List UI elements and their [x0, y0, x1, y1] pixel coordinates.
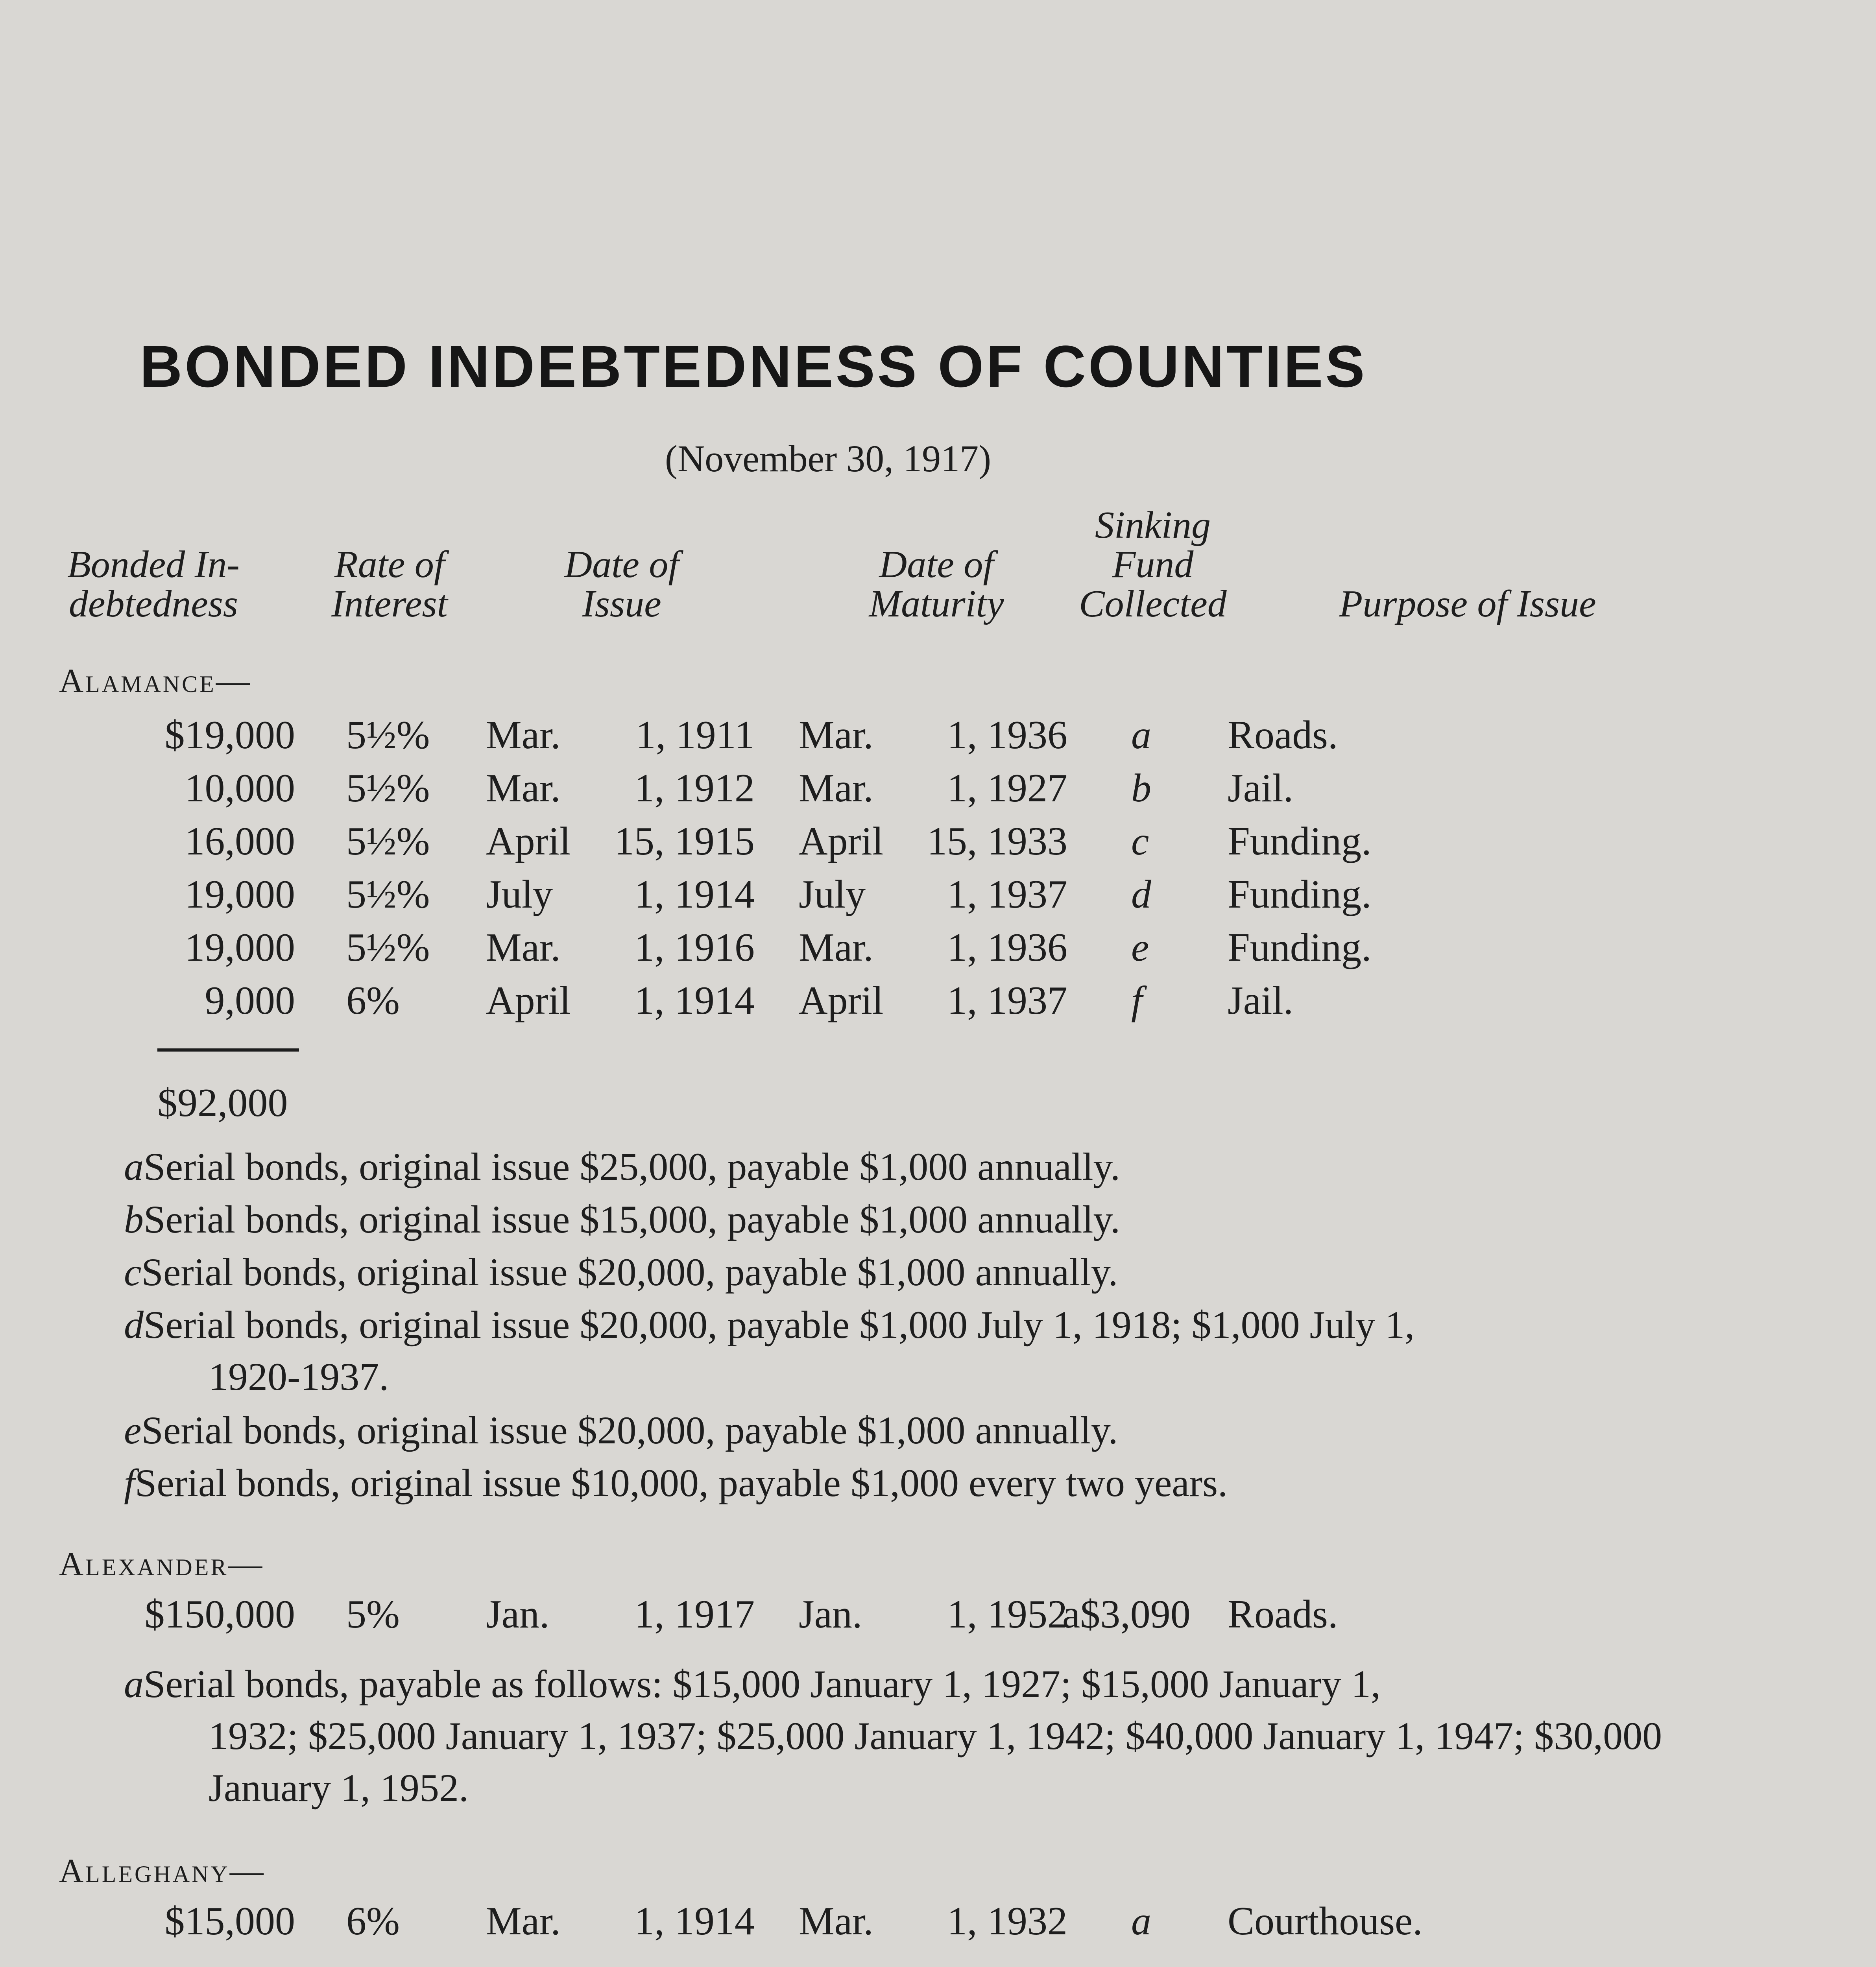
maturity-month: Mar.: [799, 766, 873, 810]
footnote: [124, 1963, 1710, 1967]
footnote-text: Serial bonds, original issue $10,000, payable $1,000 every two years.: [135, 1461, 1228, 1505]
purpose: Funding.: [1228, 872, 1372, 917]
issue-month: April: [486, 978, 571, 1023]
county-heading: Alleghany—: [59, 1852, 266, 1890]
header-maturity: Date of Maturity: [869, 543, 1004, 625]
interest-rate: 5½%: [346, 872, 430, 917]
footnote-continuation: 1920-1937.: [209, 1355, 389, 1399]
maturity-month: April: [799, 819, 884, 864]
maturity-month: Mar.: [799, 713, 873, 757]
bond-row: [0, 765, 1876, 816]
header-issue: Date of Issue: [564, 543, 679, 625]
purpose: Courthouse.: [1228, 1899, 1423, 1943]
header-amount: Bonded In- debtedness: [67, 543, 240, 625]
footnote-continuation: 1932; $25,000 January 1, 1937; $25,000 January 1, 1942; $40,000 January 1, 1947; $30,000 January 1, 1952.: [209, 1714, 1662, 1810]
sinking-fund-letter: b: [1131, 766, 1151, 810]
interest-rate: 5½%: [346, 766, 430, 810]
purpose: Jail.: [1228, 978, 1294, 1023]
sinking-fund-letter: e: [1131, 925, 1149, 970]
county-heading: Alexander—: [59, 1545, 264, 1583]
sinking-fund-letter: a: [1131, 1899, 1151, 1943]
footnote-letter: f: [124, 1461, 135, 1505]
county-heading: Alamance—: [59, 662, 252, 699]
footnote: [124, 1299, 1710, 1403]
issue-month: July: [486, 872, 553, 917]
footnote-text: Serial bonds, original issue $20,000, payable $1,000 annually.: [141, 1408, 1118, 1452]
maturity-day-year: 1, 1937: [947, 872, 1067, 917]
purpose: Funding.: [1228, 925, 1372, 970]
sinking-fund-letter: f: [1131, 978, 1143, 1023]
purpose: Roads.: [1228, 713, 1338, 757]
interest-rate: 5½%: [346, 713, 430, 757]
total-rule: [157, 1048, 299, 1052]
sinking-fund-letter: a: [1131, 713, 1151, 757]
interest-rate: 6%: [346, 978, 400, 1023]
bond-row: [0, 978, 1876, 1029]
bond-amount: 10,000: [185, 766, 295, 810]
footnote-letter: c: [124, 1250, 142, 1294]
maturity-day-year: 1, 1927: [947, 766, 1067, 810]
footnote-text: Serial bonds, original issue $20,000, payable $1,000 annually.: [141, 1250, 1118, 1294]
bond-row: [0, 871, 1876, 923]
footnote-text: Serial bonds, original issue $25,000, payable $1,000 annually.: [144, 1145, 1120, 1188]
issue-month: Jan.: [486, 1592, 550, 1637]
maturity-month: Mar.: [799, 925, 873, 970]
footnote: [124, 1246, 1710, 1298]
issue-month: Mar.: [486, 766, 561, 810]
page-subtitle: (November 30, 1917): [665, 437, 992, 480]
footnote: [124, 1404, 1710, 1456]
sinking-fund-letter: c: [1131, 819, 1149, 864]
purpose: Jail.: [1228, 766, 1294, 810]
purpose: Roads.: [1228, 1592, 1338, 1637]
footnote-letter: d: [124, 1303, 144, 1347]
interest-rate: 6%: [346, 1899, 400, 1943]
bond-amount: 19,000: [185, 872, 295, 917]
maturity-day-year: 15, 1933: [927, 819, 1067, 864]
maturity-day-year: 1, 1952: [947, 1592, 1067, 1637]
footnote-text: Serial bonds, original issue $20,000, payable $1,000 July 1, 1918; $1,000 July 1,: [144, 1303, 1415, 1347]
footnote: [124, 1141, 1710, 1193]
issue-day-year: 1, 1916: [634, 925, 755, 970]
bond-amount: 9,000: [205, 978, 295, 1023]
footnote: [124, 1457, 1710, 1509]
footnote-letter: b: [124, 1198, 144, 1241]
bond-amount: 16,000: [185, 819, 295, 864]
bond-row: [0, 818, 1876, 869]
header-purpose: Purpose of Issue: [1339, 583, 1596, 625]
footnote-text: Serial bonds, payable as follows: $15,000 January 1, 1927; $15,000 January 1,: [144, 1662, 1381, 1706]
maturity-day-year: 1, 1937: [947, 978, 1067, 1023]
issue-month: Mar.: [486, 1899, 561, 1943]
bond-amount: $15,000: [164, 1899, 295, 1943]
interest-rate: 5%: [346, 1592, 400, 1637]
interest-rate: 5½%: [346, 925, 430, 970]
bond-amount: 19,000: [185, 925, 295, 970]
bond-row: [0, 924, 1876, 976]
issue-day-year: 1, 1912: [634, 766, 755, 810]
county-total: $92,000: [157, 1081, 288, 1125]
issue-month: Mar.: [486, 925, 561, 970]
issue-day-year: 1, 1914: [634, 1899, 755, 1943]
footnote-letter: e: [124, 1408, 142, 1452]
issue-month: Mar.: [486, 713, 561, 757]
footnote: [124, 1658, 1710, 1814]
maturity-month: April: [799, 978, 884, 1023]
issue-month: April: [486, 819, 571, 864]
bond-row: [0, 712, 1876, 763]
maturity-day-year: 1, 1932: [947, 1899, 1067, 1943]
bond-amount: $19,000: [164, 713, 295, 757]
issue-day-year: 1, 1914: [634, 978, 755, 1023]
bond-row: [0, 1591, 1876, 1642]
issue-day-year: 1, 1911: [635, 713, 755, 757]
maturity-day-year: 1, 1936: [947, 713, 1067, 757]
footnote: [124, 1194, 1710, 1246]
page-title: BONDED INDEBTEDNESS OF COUNTIES: [140, 333, 1367, 399]
issue-day-year: 15, 1915: [614, 819, 755, 864]
bond-row: [0, 1898, 1876, 1949]
maturity-month: Mar.: [799, 1899, 873, 1943]
sinking-fund-letter: d: [1131, 872, 1151, 917]
maturity-month: July: [799, 872, 866, 917]
purpose: Funding.: [1228, 819, 1372, 864]
maturity-day-year: 1, 1936: [947, 925, 1067, 970]
interest-rate: 5½%: [346, 819, 430, 864]
header-rate: Rate of Interest: [331, 543, 448, 625]
footnote-letter: a: [124, 1662, 144, 1706]
issue-day-year: 1, 1917: [634, 1592, 755, 1637]
footnote-text: Serial bonds, original issue $15,000, payable $1,000 annually.: [144, 1198, 1120, 1241]
bond-amount: $150,000: [144, 1592, 295, 1637]
issue-day-year: 1, 1914: [634, 872, 755, 917]
footnote-letter: a: [124, 1145, 144, 1188]
maturity-month: Jan.: [799, 1592, 862, 1637]
sinking-fund: a$3,090: [1062, 1592, 1191, 1637]
header-sinking-fund: Sinking Fund Collected: [1079, 504, 1227, 625]
